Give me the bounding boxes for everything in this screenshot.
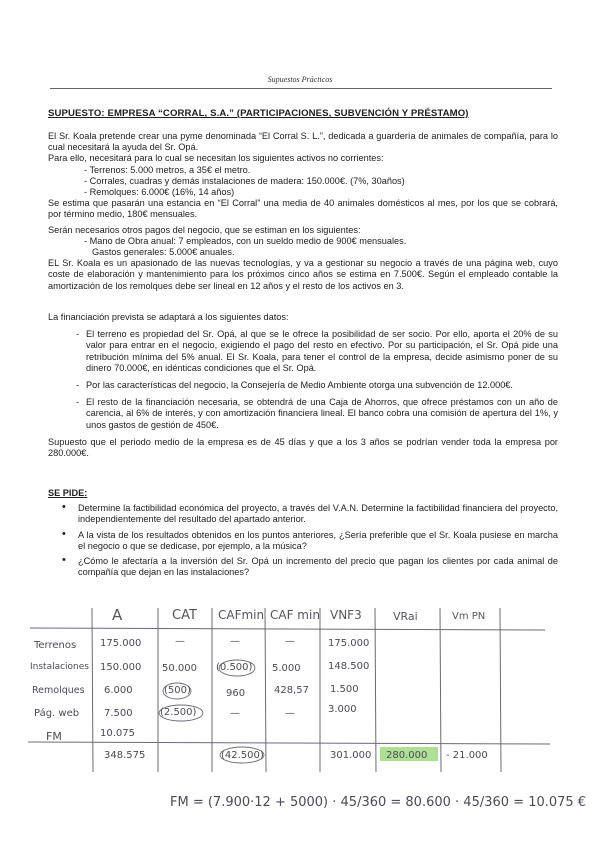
col-header: CAT [172, 608, 197, 623]
question-item: • A la vista de los resultados obtenidos en los puntos anteriores, ¿Sería preferible que el Sr. Koala pusiese en marcha el negocio o que se dedicase, por ejemplo, a la música? [62, 527, 558, 551]
financing-lead: La financiación prevista se adaptará a los siguientes datos: [48, 312, 289, 322]
question-item: • Determine la factibilidad económica del proyecto, a través del V.A.N. Determine la factibilidad financiera del proyecto, independientemente del resultado del apartado anterior. [62, 501, 558, 525]
bullet-icon: • [62, 527, 66, 540]
table-cell: — [175, 636, 185, 647]
asset-item: - Remolques: 6.000€ (16%, 14 años) [84, 187, 235, 198]
table-cell: 6.000 [104, 685, 133, 696]
row-label: Terrenos [34, 640, 77, 651]
intro-paragraph-4: Serán necesarios otros pagos del negocio, que se estiman en los siguientes: [48, 224, 361, 235]
payment-item: - Mano de Obra anual: 7 empleados, con un sueldo medio de 900€ mensuales. [84, 235, 407, 246]
table-cell: 175.000 [328, 638, 370, 649]
table-cell: 150.000 [100, 662, 142, 673]
bullet-icon: • [62, 554, 66, 567]
col-header: Vm PN [452, 611, 486, 622]
intro-paragraph-2: Para ello, necesitará para lo cual se necesitan los siguientes activos no corrientes: [48, 153, 384, 164]
total-cell: - 21.000 [446, 750, 488, 761]
financing-item: - El terreno es propiedad del Sr. Opá, al que se le ofrece la posibilidad de ser socio. Por ello, aporta el 20% de su valor para entrar en el negocio, exigiendo el pago del resto en efectivo. Por su participación, el Sr. Opá pide una retribución mínima del 5% anual. El Sr. Koala, para tener el control de la empresa, decide asimismo poner de su dinero 70.000€, en idénticas condiciones que el Sr. Opá. [72, 329, 558, 374]
table-cell: 3.000 [328, 704, 357, 715]
question-item: • ¿Cómo le afectaría a la inversión del Sr. Opá un incremento del precio que pagan los clientes por cada animal de compañía que dejan en las instalaciones? [62, 554, 558, 578]
table-cell: — [285, 708, 295, 719]
financing-closing: Supuesto que el periodo medio de la empresa es de 45 días y que a los 3 años se podrían vender toda la empresa por 280.000€. [48, 436, 558, 459]
table-cell: (0.500) [216, 662, 253, 673]
total-cell: 301.000 [330, 750, 372, 761]
total-cell: 348.575 [104, 750, 146, 761]
table-cell: 10.075 [100, 728, 135, 739]
fm-formula: FM = (7.900·12 + 5000) · 45/360 = 80.600 · 45/360 = 10.075 € [170, 795, 587, 810]
table-cell: — [230, 636, 240, 647]
exercise-title: SUPUESTO: EMPRESA “CORRAL, S.A.” (PARTICIPACIONES, SUBVENCIÓN Y PRÉSTAMO) [48, 108, 469, 119]
table-cell: (500) [164, 685, 191, 696]
col-header: CAFmin [218, 608, 265, 622]
payment-item: Gastos generales: 5.000€ anuales. [92, 247, 235, 258]
table-cell: 960 [226, 688, 246, 699]
asset-item: - Corrales, cuadras y demás instalaciones de madera: 150.000€. (7%, 30años) [84, 175, 405, 186]
row-label: FM [46, 730, 62, 743]
table-cell: — [285, 636, 295, 647]
row-label: Remolques [32, 685, 85, 696]
row-label: Instalaciones [30, 662, 89, 672]
table-cell: 428,57 [274, 685, 309, 696]
col-header: VRai [393, 610, 418, 623]
table-cell: 148.500 [328, 661, 370, 672]
financing-item: - Por las características del negocio, la Consejería de Medio Ambiente otorga una subvención de 12.000€. [72, 380, 558, 391]
col-header: VNF3 [330, 608, 362, 622]
col-header: A [112, 606, 123, 624]
table-cell: 1.500 [330, 684, 359, 695]
asset-item: - Terrenos: 5.000 metros, a 35€ el metro. [84, 164, 251, 175]
table-cell: 50.000 [162, 663, 197, 674]
total-cell: (42.500) [221, 750, 264, 761]
table-cell: 7.500 [104, 708, 133, 719]
running-header: Supuestos Prácticos [267, 75, 333, 84]
intro-paragraph-3: Se estima que pasarán una estancia en “El Corral” una media de 40 animales domésticos al mes, por los que se cobrará, por término medio, 180€ mensuales. [48, 198, 558, 220]
table-cell: (2.500) [160, 707, 197, 718]
bullet-icon: • [62, 501, 66, 514]
table-cell: 175.000 [100, 638, 142, 649]
col-header: CAF min [270, 608, 320, 622]
table-cell: — [230, 708, 240, 719]
questions-heading: SE PIDE: [48, 488, 88, 498]
table-cell: 5.000 [272, 663, 301, 674]
total-cell: 280.000 [386, 750, 428, 761]
intro-paragraph-5: EL Sr. Koala es un apasionado de las nuevas tecnologías, y va a gestionar su negocio a través de una página web, cuyo coste de elaboración y mantenimiento para los próximos cinco años se estima en 7.500€. Según el empleado contable la amortización de los remolques debe ser lineal en 12 años y el resto de los activos en 3. [48, 258, 558, 291]
financing-item: - El resto de la financiación necesaria, se obtendrá de una Caja de Ahorros, que ofrece préstamos con un año de carencia, al 6% de interés, y con amortización financiera lineal. El banco cobra una comisión de apertura del 1%, y unos gastos de gestión de 450€. [72, 397, 558, 431]
row-label: Pág. web [34, 708, 80, 719]
intro-paragraph-1: El Sr. Koala pretende crear una pyme denominada “El Corral S. L.”, dedicada a guardería de animales de compañía, para lo cual necesitará la ayuda del Sr. Opá. [48, 131, 558, 153]
